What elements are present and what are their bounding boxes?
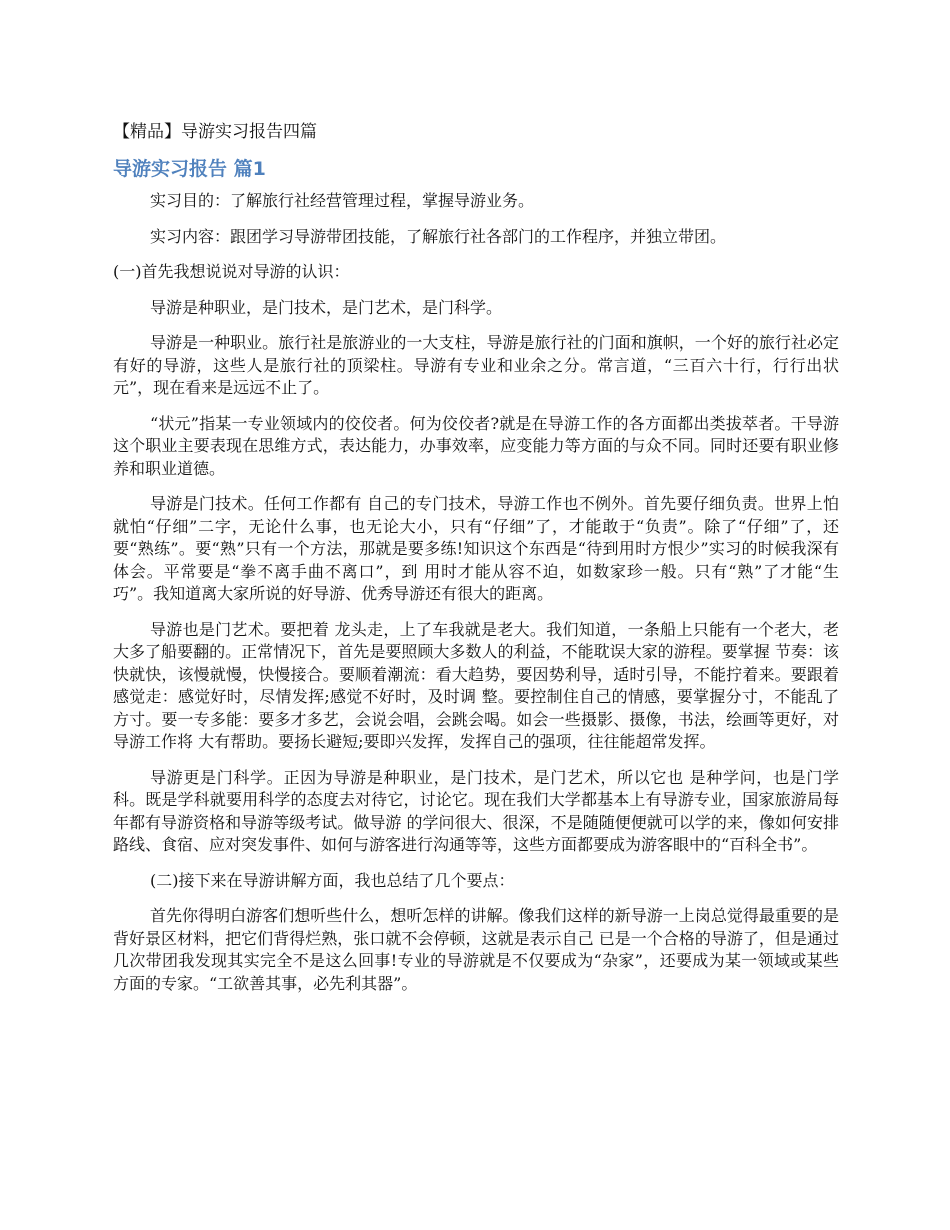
subheading-explanation: (二)接下来在导游讲解方面，我也总结了几个要点： [150, 870, 515, 890]
paragraph-profession: 导游是一种职业。旅行社是旅游业的一大支柱，导游是旅行社的门面和旗帜，一个好的旅行社必定有好的导游，这些人是旅行社的顶梁柱。导游有专业和业余之分。常言道，“三百六十行，行行出状元”，现在看来是远远不止了。 [113, 333, 839, 397]
paragraph-champion: “状元”指某一专业领域内的佼佼者。何为佼佼者?就是在导游工作的各方面都出类拔萃者。干导游这个职业主要表现在思维方式，表达能力，办事效率，应变能力等方面的与众不同。同时还要有职业修养和职业道德。 [113, 413, 839, 478]
paragraph-technique: 导游是门技术。任何工作都有 自己的专门技术，导游工作也不例外。首先要仔细负责。世界上怕就怕“仔细”二字，无论什么事，也无论大小，只有“仔细”了，才能敢于“负责”。除了“仔细”了，还要“熟练”。要“熟”只有一个方法，那就是要多练!知识这个东西是“待到用时方恨少”实习的时候我深有体会。平常要是“拳不离手曲不离口”，到 用时才能从容不迫，如数家珍一般。只有“熟”了才能“生巧”。我知道离大家所说的好导游、优秀导游还有很大的距离。 [113, 494, 839, 603]
paragraph-art: 导游也是门艺术。要把着 龙头走，上了车我就是老大。我们知道，一条船上只能有一个老大，老大多了船要翻的。正常情况下，首先是要照顾大多数人的利益，不能耽误大家的游程。要掌握 节奏：该快就快，该慢就慢，快慢接合。要顺着潮流：看大趋势，要因势利导，适时引导，不能拧着来。要跟着感觉走：感觉好时，尽情发挥;感觉不好时，及时调 整。要控制住自己的情感，要掌握分寸，不能乱了方寸。要一专多能：要多才多艺，会说会唱，会跳会喝。如会一些摄影、摄像，书法，绘画等更好，对导游工作将 大有帮助。要扬长避短;要即兴发挥，发挥自己的强项，往往能超常发挥。 [113, 619, 839, 751]
paragraph-science: 导游更是门科学。正因为导游是种职业，是门技术，是门艺术，所以它也 是种学问，也是门学科。既是学科就要用科学的态度去对待它，讨论它。现在我们大学都基本上有导游专业，国家旅游局每年都有导游资格和导游等级考试。做导游 的学问很大、很深，不是随随便便就可以学的来，像如何安排路线、食宿、应对突发事件、如何与游客进行沟通等等，这些方面都要成为游客眼中的“百科全书”。 [113, 767, 839, 854]
section-heading: 导游实习报告 篇1 [113, 158, 266, 180]
paragraph-summary: 导游是种职业，是门技术，是门艺术，是门科学。 [150, 297, 503, 317]
subheading-understanding: (一)首先我想说说对导游的认识： [113, 262, 350, 281]
document-title: 【精品】导游实习报告四篇 [113, 122, 317, 142]
paragraph-listening: 首先你得明白游客们想听些什么，想听怎样的讲解。像我们这样的新导游一上岗总觉得最重要的是背好景区材料，把它们背得烂熟，张口就不会停顿，这就是表示自己 已是一个合格的导游了，但是通过几次带团我发现其实完全不是这么回事!专业的导游就是不仅要成为“杂家”，还要成为某一领域或某些方面的专家。“工欲善其事，必先利其器”。 [113, 906, 839, 993]
paragraph-content: 实习内容：跟团学习导游带团技能，了解旅行社各部门的工作程序，并独立带团。 [150, 226, 727, 246]
paragraph-purpose: 实习目的：了解旅行社经营管理过程，掌握导游业务。 [150, 191, 535, 210]
document-page [113, 120, 839, 1008]
